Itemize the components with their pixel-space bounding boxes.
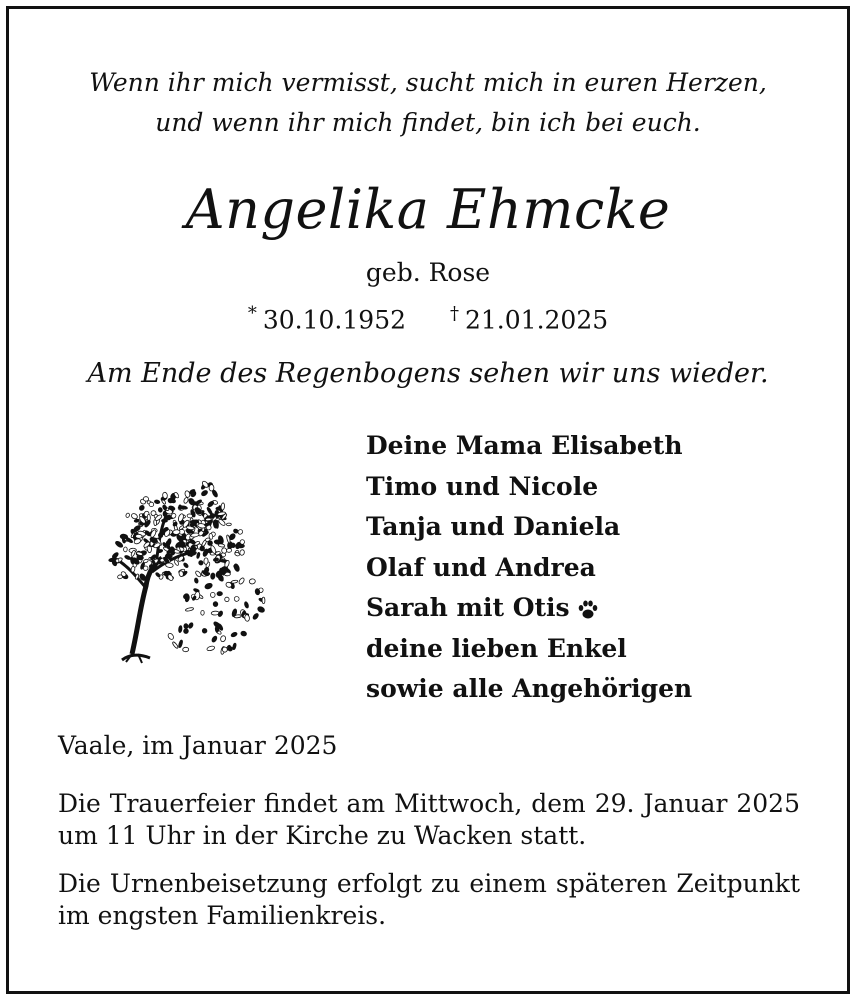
tree-leaf <box>143 497 148 502</box>
tree-leaf <box>135 534 142 538</box>
tree-leaf <box>123 547 127 552</box>
tree-leaf <box>201 628 207 634</box>
tree-leaf <box>131 566 136 572</box>
tree-leaf <box>217 592 222 596</box>
tree-leaf <box>206 645 215 651</box>
tree-leaf <box>166 538 172 546</box>
life-dates <box>0 303 856 334</box>
mourner-line-with-pet <box>366 588 692 629</box>
funeral-info: Die Trauerfeier findet am Mittwoch, dem 29. Januar 2025 um 11 Uhr in der Kirche zu Wacken statt. <box>58 789 800 850</box>
mourner-line: Deine Mama Elisabeth <box>366 431 683 460</box>
tree-leaf <box>188 622 194 629</box>
tree-leaf <box>205 518 211 521</box>
paw-print-icon <box>576 598 600 622</box>
tree-leaf <box>233 596 240 603</box>
tree-leaf <box>249 578 256 584</box>
motto: Am Ende des Regenbogens sehen wir uns wieder. <box>87 358 769 389</box>
tree-leaf <box>178 625 182 632</box>
tree-leaf <box>138 504 145 511</box>
tree-leaf <box>201 610 205 615</box>
tree-leaf <box>215 626 219 632</box>
death-date: 21.01.2025 <box>465 305 609 335</box>
tree-leaf <box>204 582 213 590</box>
tree-leaf <box>162 504 168 510</box>
quote-line-1: Wenn ihr mich vermisst, sucht mich in euren Herzen, <box>89 68 767 97</box>
tree-leaf <box>125 513 130 518</box>
burial-info: Die Urnenbeisetzung erfolgt zu einem späteren Zeitpunkt im engsten Familienkreis. <box>58 869 800 930</box>
tree-leaf <box>209 485 214 492</box>
tree-leaf <box>211 592 216 597</box>
mourner-line: Olaf und Andrea <box>366 552 596 582</box>
tree-leaf <box>190 547 197 552</box>
tree-leaf <box>262 597 265 603</box>
tree-leaf <box>187 530 194 533</box>
maiden-name: geb. Rose <box>365 258 491 287</box>
tree-leaf <box>207 500 215 507</box>
mourner-line: Timo und Nicole <box>366 471 599 501</box>
mourner-line: sowie alle Angehörigen <box>366 674 693 703</box>
tree-leaf <box>220 635 227 642</box>
tree-leaf <box>183 497 189 504</box>
tree-leaf <box>183 628 189 634</box>
tree-leaf <box>155 572 161 578</box>
tree-leaf <box>162 519 168 522</box>
tree-leaf <box>226 548 231 552</box>
tree-leaf <box>218 543 225 547</box>
tree-leaf <box>178 640 183 648</box>
tree-leaf <box>185 607 194 612</box>
tree-leaf <box>183 562 189 568</box>
tree-leaf <box>244 614 249 621</box>
tree-leaf <box>167 632 175 640</box>
mourner-line: Tanja und Daniela <box>366 512 621 541</box>
tree-leaf <box>131 513 139 520</box>
death-symbol: † <box>450 303 459 324</box>
tree-leaf <box>206 507 213 515</box>
tree-leaf <box>196 552 200 558</box>
tree-leaf <box>154 500 160 505</box>
tree-leaf <box>238 577 245 585</box>
tree-leaf <box>221 503 225 511</box>
tree-leaf <box>165 555 172 558</box>
tree-leaf <box>230 632 237 638</box>
mourners-list <box>366 426 692 710</box>
tree-leaf <box>173 529 181 534</box>
tree-leaf <box>239 549 245 556</box>
tree-leaf <box>226 523 231 526</box>
tree-leaf <box>195 570 202 577</box>
tree-leaf <box>234 552 240 557</box>
tree-leaf <box>147 514 150 520</box>
tree-leaf <box>213 601 219 607</box>
tree-leaf <box>231 580 238 584</box>
birth-date: 30.10.1952 <box>262 305 406 335</box>
tree-leaf <box>244 601 249 608</box>
tree-leaf <box>225 597 230 602</box>
deceased-name: Angelika Ehmcke <box>185 178 671 241</box>
tree-leaf <box>211 635 218 643</box>
place-date: Vaale, im Januar 2025 <box>58 731 338 760</box>
opening-quote <box>0 63 856 143</box>
tree-leaf <box>201 489 209 496</box>
tree-leaf <box>165 563 173 568</box>
quote-line-2: und wenn ihr mich findet, bin ich bei euch. <box>155 108 701 137</box>
tree-leaf <box>158 507 163 512</box>
tree-leaf <box>204 558 209 565</box>
tree-leaf <box>169 547 174 554</box>
tree-leaf <box>257 606 265 614</box>
tree-illustration-icon <box>96 468 271 668</box>
mourner-line: deine lieben Enkel <box>366 633 627 663</box>
tree-leaf <box>150 529 157 538</box>
tree-leaf <box>172 641 179 649</box>
tree-leaf <box>194 578 199 584</box>
tree-leaf <box>149 502 154 507</box>
birth-symbol: * <box>247 303 257 324</box>
tree-leaf <box>210 573 215 580</box>
tree-leaf <box>183 647 189 652</box>
mourner-line: Sarah mit Otis <box>366 593 570 622</box>
tree-leaf <box>233 563 240 572</box>
tree-leaf <box>252 613 259 621</box>
tree-leaf <box>240 631 247 637</box>
tree-leaf <box>198 560 204 566</box>
